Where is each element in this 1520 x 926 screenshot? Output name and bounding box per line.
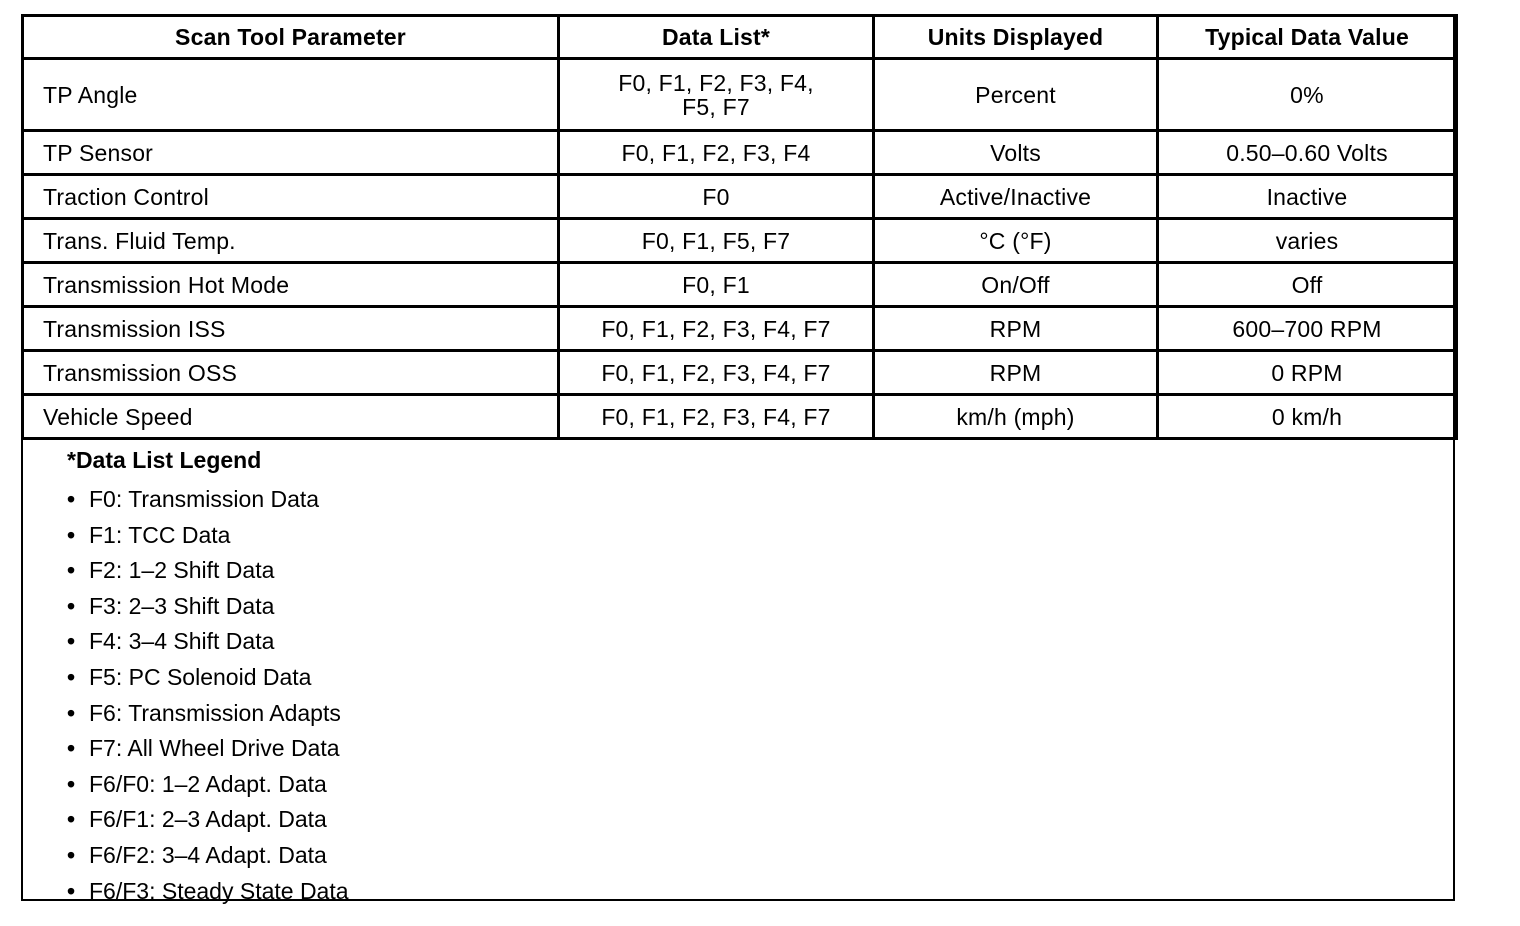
units-cell: km/h (mph) (874, 395, 1158, 439)
table-row (23, 395, 1457, 439)
header-typical-data-value: Typical Data Value (1158, 16, 1457, 59)
header-scan-tool-parameter: Scan Tool Parameter (23, 16, 559, 59)
table-row (23, 307, 1457, 351)
legend-item (67, 518, 1367, 554)
legend-item-text: F6/F2: 3–4 Adapt. Data (89, 841, 327, 868)
legend-item-text: F5: PC Solenoid Data (89, 663, 312, 690)
bullet-icon: • (67, 557, 76, 584)
legend-item-text: F6: Transmission Adapts (89, 699, 341, 726)
bullet-icon: • (67, 841, 76, 868)
legend-item-text: F6/F0: 1–2 Adapt. Data (89, 770, 327, 797)
legend-item (67, 696, 1367, 732)
legend-item-text: F6/F3: Steady State Data (89, 877, 349, 904)
parameter-cell: Transmission OSS (23, 351, 559, 395)
units-cell: Active/Inactive (874, 175, 1158, 219)
legend-item-text: F7: All Wheel Drive Data (89, 735, 340, 762)
header-units-displayed: Units Displayed (874, 16, 1158, 59)
legend-item (67, 482, 1367, 518)
typical-value-cell: Inactive (1158, 175, 1457, 219)
table-row (23, 351, 1457, 395)
legend-item-text: F4: 3–4 Shift Data (89, 628, 275, 655)
legend-item (67, 874, 1367, 910)
data-list-legend (67, 446, 1367, 909)
units-cell: RPM (874, 351, 1158, 395)
typical-value-cell: 0.50–0.60 Volts (1158, 131, 1457, 175)
data-list-cell: F0 (559, 175, 874, 219)
legend-item (67, 802, 1367, 838)
table-row (23, 219, 1457, 263)
parameter-cell: Traction Control (23, 175, 559, 219)
data-list-cell: F0, F1, F2, F3, F4, F7 (559, 351, 874, 395)
units-cell: Percent (874, 59, 1158, 131)
typical-value-cell: 600–700 RPM (1158, 307, 1457, 351)
legend-item (67, 624, 1367, 660)
legend-item (67, 660, 1367, 696)
data-list-cell: F0, F1, F2, F3, F4, F7 (559, 307, 874, 351)
data-list-cell: F0, F1, F2, F3, F4, F7 (559, 395, 874, 439)
table-header-row (23, 16, 1457, 59)
data-list-cell: F0, F1, F5, F7 (559, 219, 874, 263)
legend-item-text: F2: 1–2 Shift Data (89, 557, 275, 584)
table-row (23, 263, 1457, 307)
typical-value-cell: Off (1158, 263, 1457, 307)
scan-tool-data-document (21, 14, 1455, 904)
data-list-line-1: F0, F1, F2, F3, F4, (618, 69, 814, 96)
units-cell: On/Off (874, 263, 1158, 307)
parameter-cell: Vehicle Speed (23, 395, 559, 439)
bullet-icon: • (67, 806, 76, 833)
parameter-cell: Trans. Fluid Temp. (23, 219, 559, 263)
legend-item-text: F6/F1: 2–3 Adapt. Data (89, 806, 327, 833)
data-list-cell (559, 59, 874, 131)
legend-item (67, 553, 1367, 589)
data-list-line-2: F5, F7 (682, 93, 750, 120)
legend-item (67, 589, 1367, 625)
legend-item-text: F1: TCC Data (89, 521, 231, 548)
bullet-icon: • (67, 663, 76, 690)
data-list-cell: F0, F1 (559, 263, 874, 307)
legend-item (67, 731, 1367, 767)
legend-item-text: F0: Transmission Data (89, 486, 320, 512)
bullet-icon: • (67, 699, 76, 726)
parameter-cell: TP Angle (23, 59, 559, 131)
bullet-icon: • (67, 592, 76, 619)
bullet-icon: • (67, 628, 76, 655)
data-list-cell: F0, F1, F2, F3, F4 (559, 131, 874, 175)
legend-item (67, 838, 1367, 874)
table-row (23, 175, 1457, 219)
table-row (23, 59, 1457, 131)
legend-list (67, 482, 1367, 909)
bullet-icon: • (67, 521, 76, 548)
parameter-cell: Transmission ISS (23, 307, 559, 351)
bullet-icon: • (67, 770, 76, 797)
typical-value-cell: 0% (1158, 59, 1457, 131)
units-cell: Volts (874, 131, 1158, 175)
header-data-list: Data List* (559, 16, 874, 59)
bullet-icon: • (67, 486, 76, 512)
bullet-icon: • (67, 877, 76, 904)
typical-value-cell: 0 RPM (1158, 351, 1457, 395)
parameter-cell: TP Sensor (23, 131, 559, 175)
legend-title: *Data List Legend (67, 447, 262, 473)
bullet-icon: • (67, 735, 76, 762)
units-cell: °C (°F) (874, 219, 1158, 263)
legend-item-text: F3: 2–3 Shift Data (89, 592, 275, 619)
table-row (23, 131, 1457, 175)
scan-tool-parameter-table (21, 14, 1458, 440)
legend-item (67, 767, 1367, 803)
typical-value-cell: varies (1158, 219, 1457, 263)
units-cell: RPM (874, 307, 1158, 351)
parameter-cell: Transmission Hot Mode (23, 263, 559, 307)
typical-value-cell: 0 km/h (1158, 395, 1457, 439)
